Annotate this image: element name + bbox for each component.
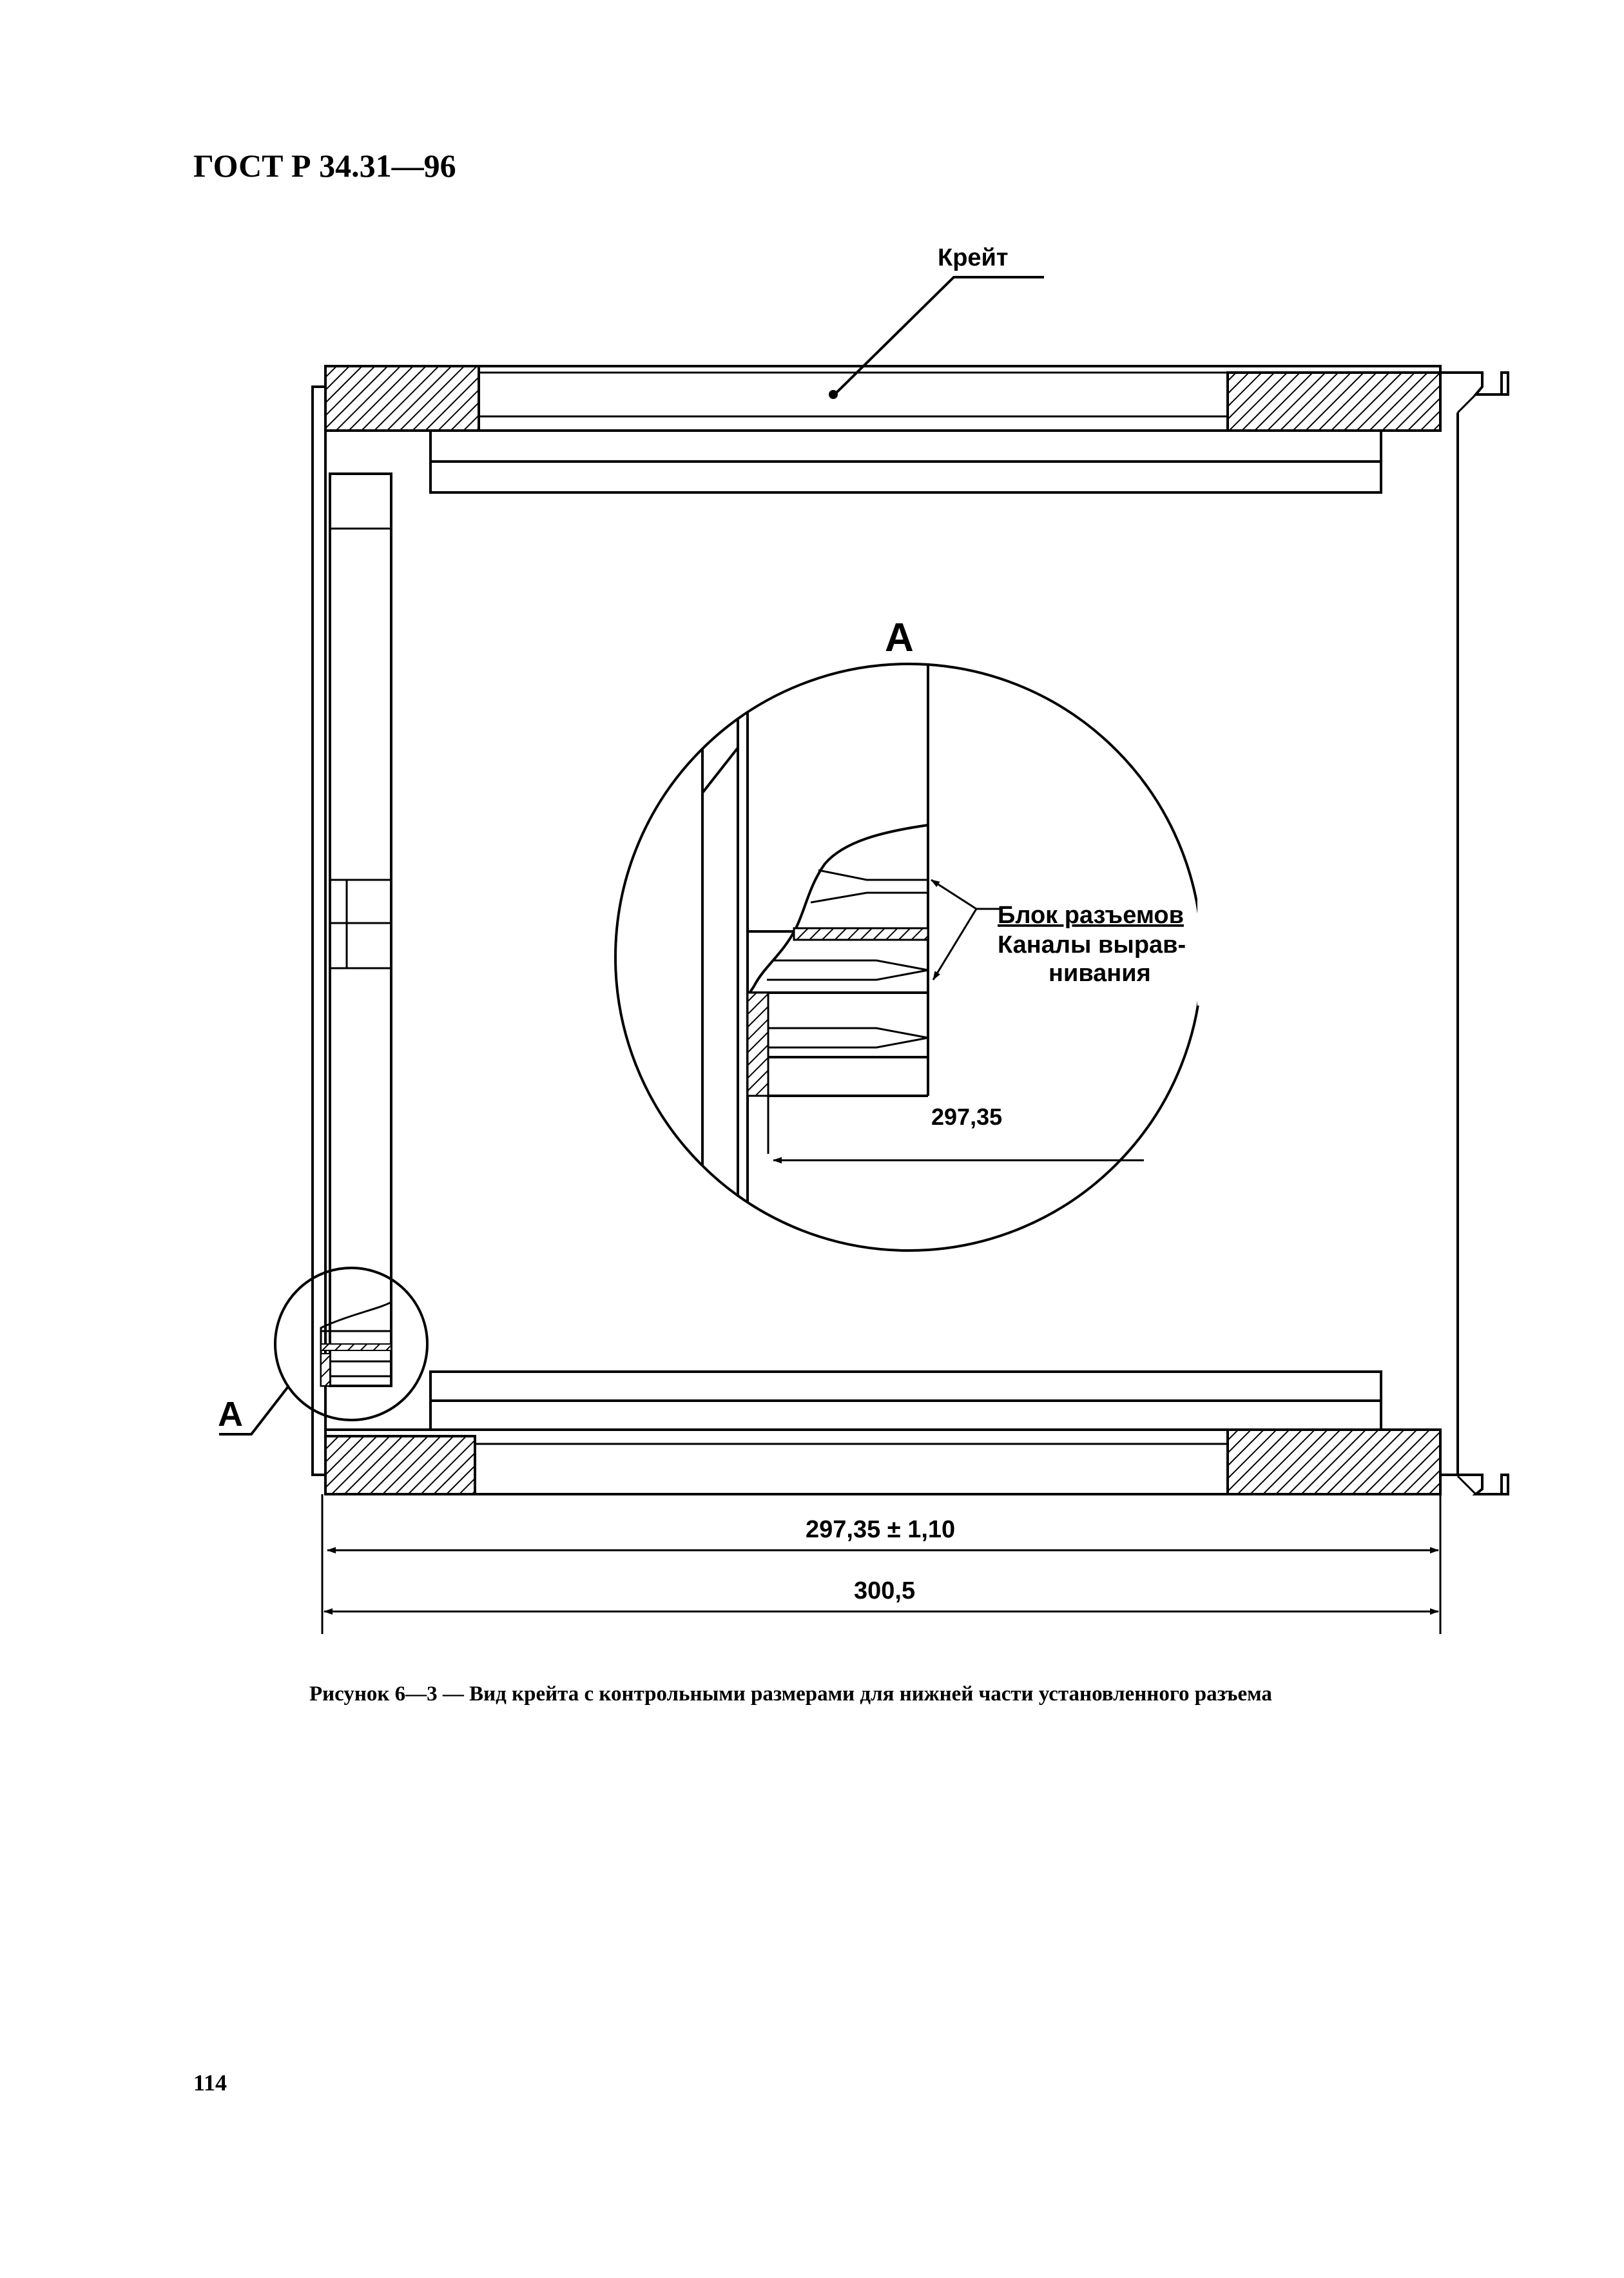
dimension-total-label: 300,5	[854, 1577, 916, 1604]
bottom-dimensions	[322, 1494, 1440, 1634]
page-number: 114	[193, 2070, 227, 2096]
alignment-channels-label-line1: Каналы вырав-	[998, 931, 1186, 959]
alignment-channels-label-line2: нивания	[1049, 960, 1151, 987]
crate-leader	[829, 277, 1044, 399]
detail-a-callout: А	[218, 1395, 243, 1434]
document-code: ГОСТ Р 34.31—96	[193, 148, 456, 184]
detail-a-marker	[219, 1268, 427, 1434]
figure-caption: Рисунок 6—3 — Вид крейта с контрольными размерами для нижней части установленного разъема	[309, 1682, 1272, 1706]
detail-a-title: А	[885, 616, 914, 660]
dimension-inner-label: 297,35	[931, 1104, 1003, 1130]
connector-block-label: Блок разъемов	[998, 902, 1184, 929]
crate-label: Крейт	[938, 244, 1009, 271]
dimension-tolerance-label: 297,35 ± 1,10	[806, 1516, 956, 1543]
